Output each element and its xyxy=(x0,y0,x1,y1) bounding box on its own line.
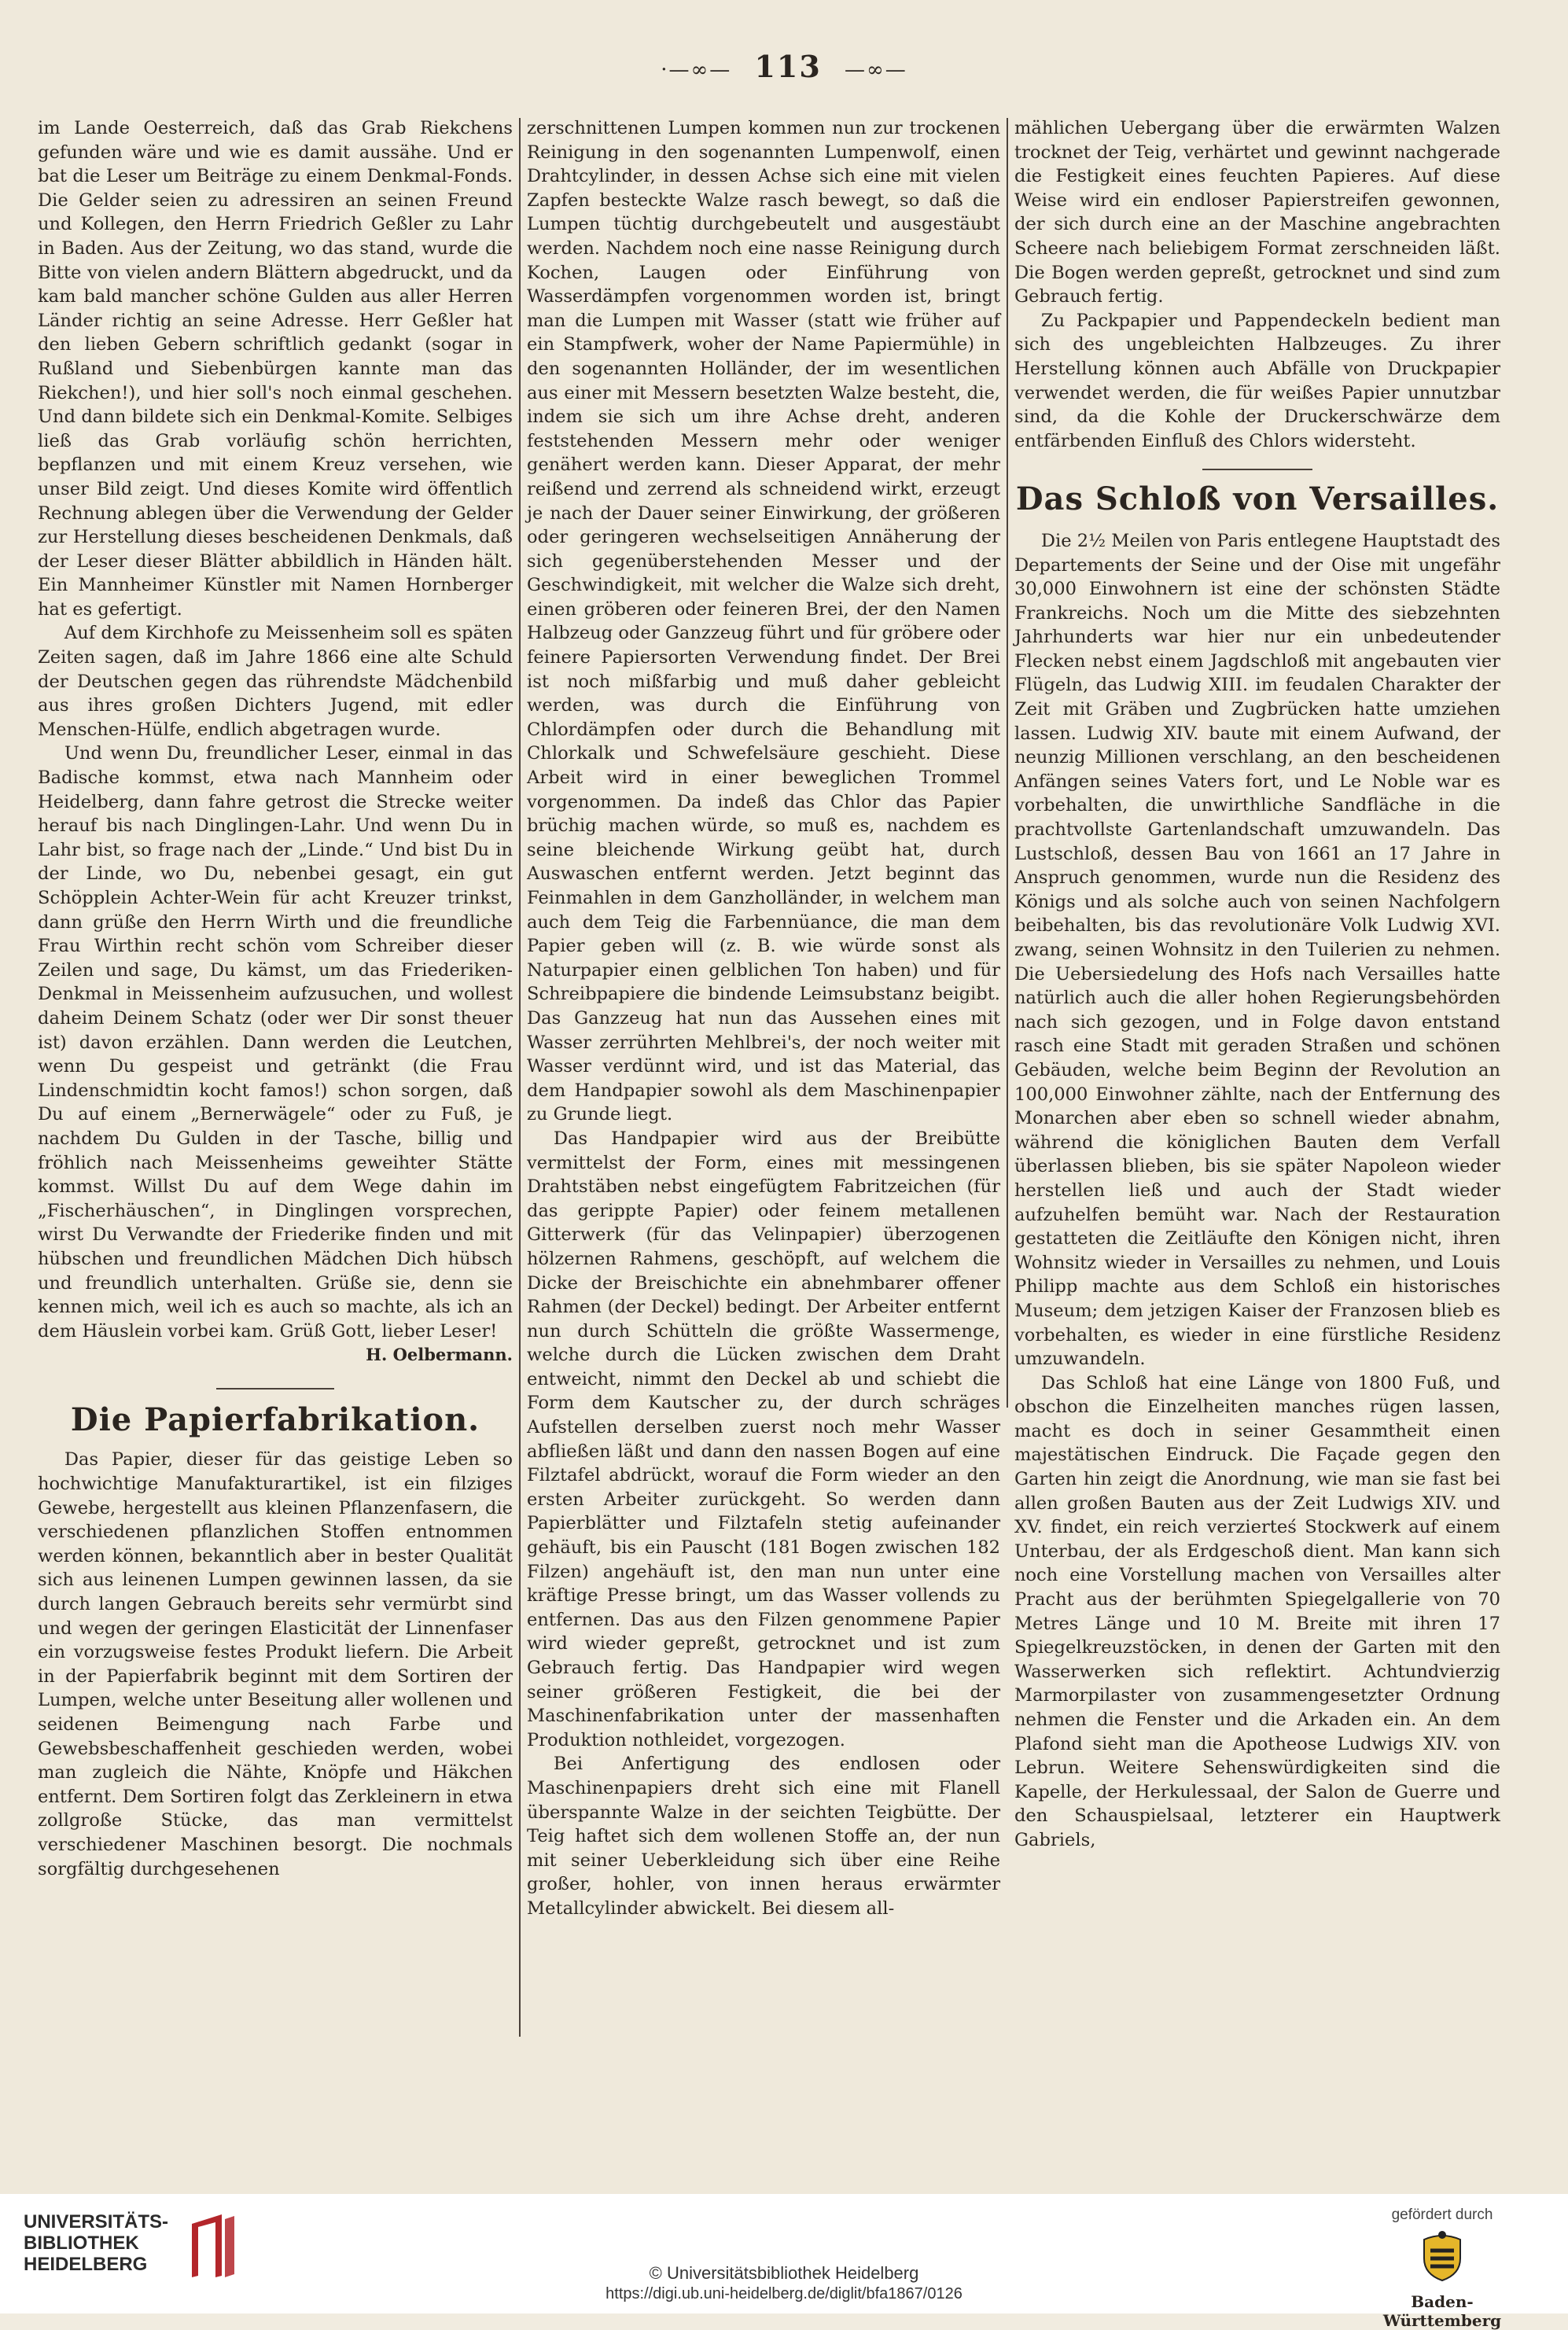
copyright-text: © Universitätsbibliothek Heidelberg xyxy=(649,2263,919,2283)
coat-of-arms-icon xyxy=(1415,2229,1470,2284)
column-middle xyxy=(527,116,1000,1921)
logo-line: UNIVERSITÄTS- xyxy=(24,2211,169,2232)
left-ornament-icon: ·—∞— xyxy=(661,57,732,82)
column-left xyxy=(38,116,513,1881)
paragraph: mählichen Uebergang über die erwärmten Walzen trocknet der Teig, verhärtet und gewinnt nachgerade die Festigkeit eines feuchten Papieres. Auf diese Weise wird ein endloser Papierstreifen gewonnen, der sich durch eine an der Maschine angebrachten Scheere nach beliebigem Format zerschneiden läßt. Die Bogen werden gepreßt, getrocknet und sind zum Gebrauch fertig. xyxy=(1014,118,1500,307)
right-ornament-icon: —∞— xyxy=(845,57,907,82)
paragraph: Das Schloß hat eine Länge von 1800 Fuß, und obschon die Einzelheiten manches rügen lassen, macht es doch in seiner Gesammtheit einen majestätischen Eindruck. Die Façade gegen den Garten hin zeigt die Anordnung, wie man sie fast bei allen großen Bauten aus der Zeit Ludwigs XIV. und XV. findet, ein reich verzierteś Stockwerk auf einem Unterbau, der als Erdgeschoß dient. Man kann sich noch eine Vorstellung machen von Versailles alter Pracht aus der berühmten Spiegelgallerie von 70 Metres Länge und 10 M. Breite mit ihren 17 Spiegelkreuzstöcken, in denen der Garten mit den Wasserwerken sich reflektirt. Achtundvierzig Marmorpilaster von zusammengesetzter Ordnung nehmen die Fenster und die Arkaden ein. An dem Plafond sieht man die Apotheose Ludwigs XIV. von Lebrun. Weitere Sehenswürdigkeiten sind die Kapelle, der Herkulessaal, der Salon de Guerre und den Schauspielsaal, letzterer ein Hauptwerk Gabriels, xyxy=(1014,1372,1500,1850)
paragraph: im Lande Oesterreich, daß das Grab Riekchens gefunden wäre und wie es damit aussähe. Und er bat die Leser um Beiträge zu einem Denkmal-Fonds. Die Gelder seien zu adressiren an seinen Freund und Kollegen, den Herrn Friedrich Geßler zu Lahr in Baden. Aus der Zeitung, wo das stand, wurde die Bitte von vielen andern Blättern abgedruckt, und da kam bald mancher schöne Gulden aus aller Herren Länder richtig an seine Adresse. Herr Geßler hat den lieben Gebern schriftlich gedankt (sogar in Rußland und Siebenbürgen kannte man das Riekchen!), und hier soll's noch einmal geschehen. Und dann bildete sich ein Denkmal-Komite. Selbiges ließ das Grab vorläufig schön herrichten, bepflanzen und mit einem Kreuz versehen, wie unser Bild zeigt. Und dieses Komite wird öffentlich Rechnung ablegen über die Verwendung der Gelder zur Herstellung dieses bescheidenen Denkmals, daß der Leser dieser Blätter abbildlich in Händen hält. Ein Mannheimer Künstler mit Namen Hornberger hat es gefertigt. xyxy=(38,118,513,620)
column-divider-left xyxy=(519,118,521,2037)
paragraph: zerschnittenen Lumpen kommen nun zur trockenen Reinigung in den sogenannten Lumpenwolf, einen Drahtcylinder, in dessen Achse sich eine mit vielen Zapfen besteckte Walze rasch bewegt, so daß die Lumpen tüchtig durchgebeutelt und ausgestäubt werden. Nachdem noch eine nasse Reinigung durch Kochen, Laugen oder Einführung von Wasserdämpfen vorgenommen worden ist, bringt man die Lumpen mit Wasser (statt wie früher auf ein Stampfwerk, woher der Name Papiermühle) in den sogenannten Holländer, der im wesentlichen aus einer mit Messern besetzten Walze besteht, die, indem sie sich um ihre Achse dreht, anderen feststehenden Messern mehr oder weniger genähert werden kann. Dieser Apparat, der mehr reißend und zerrend als schneidend wirkt, erzeugt je nach der Dauer seiner Einwirkung, der größeren oder geringeren wechselseitigen Annäherung der sich gegenüberstehenden Messer und der Geschwindigkeit, mit welcher die Walze sich dreht, einen gröberen oder feineren Brei, der den Namen Halbzeug oder Ganzzeug führt und für gröbere oder feinere Papiersorten Verwendung findet. Der Brei ist noch mißfarbig und muß daher gebleicht werden, was durch die Einführung von Chlordämpfen oder durch die Behandlung mit Chlorkalk und Schwefelsäure geschieht. Diese Arbeit wird in einer beweglichen Trommel vorgenommen. Da indeß das Chlor das Papier brüchig machen würde, so muß es, nachdem es seine bleichende Wirkung geübt hat, durch Auswaschen entfernt werden. Jetzt beginnt das Feinmahlen in dem Ganzholländer, in welchem man auch dem Teig die Farbennüance, die man dem Papier geben will (z. B. wie würde sonst als Naturpapier einen gelblichen Ton haben) und für Schreibpapiere die bindende Leimsubstanz beigibt. Das Ganzzeug hat nun das Aussehen eines mit Wasser zerrührten Mehlbrei's, der noch weiter mit Wasser verdünnt wird, und ist das Material, das dem Handpapier sowohl als dem Maschinenpapier zu Grunde liegt. xyxy=(527,118,1000,1125)
viewer-footer xyxy=(0,2194,1568,2330)
section-divider xyxy=(216,1388,334,1390)
paragraph: Und wenn Du, freundlicher Leser, einmal in das Badische kommst, etwa nach Mannheim oder Heidelberg, dann fahre getrost die Strecke weiter herauf bis nach Dinglingen-Lahr. Und wenn Du in Lahr bist, so frage nach der „Linde.“ Und bist Du in der Linde, wo Du, nebenbei gesagt, ein gut Schöpplein Achter-Wein für acht Kreuzer trinkst, dann grüße den Herrn Wirth und die freundliche Frau Wirthin recht schön vom Schreiber dieser Zeilen und sage, Du kämst, um das Friederiken-Denkmal in Meissenheim aufzusuchen, und wollest daheim Deinem Schatz (oder wer Dir sonst theuer ist) davon erzählen. Dann werden die Leutchen, wenn Du gespeist und getränkt (die Frau Lindenschmidtin kocht famos!) schon sorgen, daß Du auf einem „Bernerwägele“ oder zu Fuß, je nachdem Du Gulden in der Tasche, billig und fröhlich nach Meissenheims geweihter Stätte kommst. Willst Du auf dem Wege dahin im „Fischerhäuschen“, in Dinglingen vorsprechen, wirst Du Verwandte der Friederike finden und mit hübschen und freundlichen Mädchen Dich hübsch und freundlich unterhalten. Grüße sie, denn sie kennen mich, weil ich es auch so machte, als ich an dem Häuslein vorbei kam. Grüß Gott, lieber Leser! xyxy=(38,743,513,1342)
sponsor-state: Baden-Württemberg xyxy=(1382,2292,1502,2330)
logo-line: BIBLIOTHEK xyxy=(24,2232,139,2254)
paragraph: Das Handpapier wird aus der Breibütte vermittelst der Form, eines mit messingenen Drahtstäben nebst eingefügtem Fabritzeichen (für das gerippte Papier) oder feinem metallenen Gitterwerk (für das Velinpapier) überzogenen hölzernen Rahmens, geschöpft, auf welchem die Dicke der Breischichte ein abnehmbarer offener Rahmen (der Deckel) bedingt. Der Arbeiter entfernt nun durch Schütteln die größte Wassermenge, welche durch die Lücken zwischen dem Draht entweicht, nimmt den Deckel ab und schiebt die Form dem Kautscher zu, der durch schräges Aufstellen derselben zuerst noch mehr Wasser abfließen läßt und dann den nassen Bogen auf eine Filztafel abdrückt, worauf die Form wieder an den ersten Arbeiter zurückgeht. So werden dann Papierblätter und Filztafeln stetig aufeinander gehäuft, bis ein Pauscht (181 Bogen zwischen 182 Filzen) angehäuft ist, den man nun unter eine kräftige Presse bringt, um das Wasser vollends zu entfernen. Das aus den Filzen genommene Papier wird wieder gepreßt, getrocknet und ist zum Gebrauch fertig. Das Handpapier wird wegen seiner größeren Festigkeit, die bei der Maschinenfabrikation unter der massenhaften Produktion nothleidet, vorgezogen. xyxy=(527,1128,1000,1750)
section-divider xyxy=(1202,469,1312,470)
column-divider-right xyxy=(1007,118,1008,1408)
paragraph: Zu Packpapier und Pappendeckeln bedient man sich des ungebleichten Halbzeuges. Zu ihrer Herstellung können auch Abfälle von Druckpapier verwendet werden, die für weißes Papier unnutzbar sind, da die Kohle der Druckerschwärze dem entfärbenden Einfluß des Chlors widersteht. xyxy=(1014,310,1500,451)
page-number: 113 xyxy=(754,49,822,84)
column-right xyxy=(1014,116,1500,1853)
paragraph: Auf dem Kirchhofe zu Meissenheim soll es späten Zeiten sagen, daß im Jahre 1866 eine alte Schuld der Deutschen gegen das rührendste Mädchenbild aus ihres großen Dichters Jugend, mit edler Menschen-Hülfe, endlich abgetragen wurde. xyxy=(38,623,513,740)
author-signature: H. Oelbermann. xyxy=(366,1345,513,1365)
paragraph: Bei Anfertigung des endlosen oder Maschinenpapiers dreht sich eine mit Flanell überspannte Walze in der seichten Teigbütte. Der Teig haftet sich dem wollenen Stoffe an, der nun mit seiner Ueberkleidung sich über eine Reihe großer, hohler, von innen heraus erwärmter Metallcylinder abwickelt. Bei diesem all- xyxy=(527,1754,1000,1919)
source-url-link[interactable]: https://digi.ub.uni-heidelberg.de/diglit/bfa1867/0126 xyxy=(605,2285,963,2302)
sponsor-block xyxy=(1356,2207,1529,2330)
article-headline: Die Papierfabrikation. xyxy=(70,1401,480,1438)
sponsor-label: gefördert durch xyxy=(1391,2207,1493,2223)
page-header xyxy=(0,49,1568,84)
logo-line: HEIDELBERG xyxy=(24,2254,148,2275)
paragraph: Die 2½ Meilen von Paris entlegene Hauptstadt des Departements der Seine und der Oise mit ungefähr 30,000 Einwohnern ist eine der schönsten Städte Frankreichs. Noch um die Mitte des siebzehnten Jahrhunderts war hier nur ein unbedeutender Flecken nebst einem Jagdschloß mit angebauten vier Flügeln, das Ludwig XIII. im feudalen Charakter der Zeit mit Gräben und Zugbrücken hatte umziehen lassen. Ludwig XIV. baute mit einem Aufwand, der neunzig Millionen verschlang, an den bescheidenen Anfängen seines Vaters fort, und Le Noble war es vorbehalten, die unwirthliche Sandfläche in die prachtvollste Gartenlandschaft umzuwandeln. Das Lustschloß, dessen Bau von 1661 an 17 Jahre in Anspruch genommen, wurde nun die Residenz des Königs und als solche auch von seinen Nachfolgern beibehalten, bis das revolutionäre Volk Ludwig XVI. zwang, seinen Wohnsitz in den Tuilerien zu nehmen. Die Uebersiedelung des Hofs nach Versailles hatte natürlich auch die aller hohen Regierungsbehörden nach sich gezogen, und in Folge davon entstand rasch eine Stadt mit geraden Straßen und schönen Gebäuden, welche beim Beginn der Revolution an 100,000 Einwohner zählte, nach der Entfernung des Monarchen aber eben so schnell wieder abnahm, während die königlichen Bauten dem Verfall überlassen blieben, bis sie später Napoleon wieder herstellen ließ und auch der Stadt wieder aufzuhelfen bemüht war. Nach der Restauration gestatteten die Zeitläufte den Königen nicht, ihren Wohnsitz wieder in Versailles zu nehmen, und Louis Philipp machte aus dem Schloß ein historisches Museum; dem jetzigen Kaiser der Franzosen blieb es vorbehalten, es wieder in eine fürstliche Residenz umzuwandeln. xyxy=(1014,530,1500,1370)
article-headline: Das Schloß von Versailles. xyxy=(1015,480,1500,518)
paragraph: Das Papier, dieser für das geistige Leben so hochwichtige Manufakturartikel, ist ein filziges Gewebe, hergestellt aus kleinen Pflanzenfasern, die verschiedenen pflanzlichen Stoffen entnommen werden können, bekanntlich aber in bester Qualität sich aus leinenen Lumpen gewinnen lassen, da sie durch langen Gebrauch bereits sehr vermürbt sind und wegen der geringen Elasticität der Linnenfaser ein vorzugsweise festes Produkt liefern. Die Arbeit in der Papierfabrik beginnt mit dem Sortiren der Lumpen, welche unter Beseitung aller wollenen und seidenen Beimengung nach Farbe und Gewebsbeschaffenheit geschieden werden, wobei man zugleich die Nähte, Knöpfe und Häkchen entfernt. Dem Sortiren folgt das Zerkleinern in etwa zollgroße Stücke, das man vermittelst verschiedener Maschinen besorgt. Die nochmals sorgfältig durchgesehenen xyxy=(38,1449,513,1879)
